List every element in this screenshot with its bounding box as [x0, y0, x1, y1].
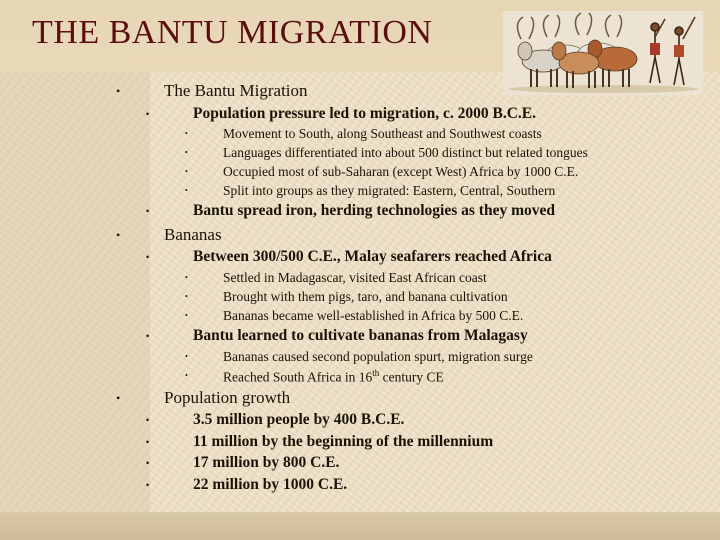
bullet: • — [146, 109, 150, 119]
bullet-text: Population pressure led to migration, c. 2000 B.C.E. — [193, 105, 537, 122]
bullet-text: Occupied most of sub-Saharan (except West) Africa by 1000 C.E. — [223, 164, 579, 179]
cattle-herders-illustration — [503, 11, 703, 95]
bullet-text: Bantu spread iron, herding technologies as they moved — [193, 202, 555, 219]
bullet: • — [185, 352, 188, 361]
bullet-text: Population growth — [164, 388, 291, 407]
bullet-text: The Bantu Migration — [164, 81, 308, 100]
footer-band — [0, 512, 720, 540]
bullet: • — [116, 84, 121, 98]
bullet: • — [146, 458, 150, 468]
bullet: • — [116, 391, 121, 405]
bullet: • — [116, 228, 121, 242]
bullet: • — [185, 273, 188, 282]
bullet-text: Bananas — [164, 225, 222, 244]
bullet: • — [185, 186, 188, 195]
bullet-text: Bananas became well-established in Africa by 500 C.E. — [223, 308, 524, 323]
cattle-herders-icon — [503, 11, 703, 95]
bullet: • — [185, 371, 188, 380]
bullet-text: Movement to South, along Southeast and Southwest coasts — [223, 126, 542, 141]
bullet-text: Between 300/500 C.E., Malay seafarers reached Africa — [193, 248, 552, 265]
bullet: • — [146, 437, 150, 447]
bullet-text: Bantu learned to cultivate bananas from Malagasy — [193, 327, 528, 344]
bullet-text: Languages differentiated into about 500 distinct but related tongues — [223, 145, 588, 160]
bullet: • — [146, 415, 150, 425]
bullet-text: Brought with them pigs, taro, and banana cultivation — [223, 289, 508, 304]
left-decor-band — [0, 72, 150, 540]
bullet: • — [185, 311, 188, 320]
bullet: • — [146, 480, 150, 490]
bullet-text — [223, 368, 444, 386]
bullet: • — [185, 292, 188, 301]
text-part: Reached South Africa in 16 — [223, 369, 373, 385]
bullet-text: Split into groups as they migrated: Eastern, Central, Southern — [223, 183, 556, 198]
bullet-text: 17 million by 800 C.E. — [193, 454, 340, 471]
bullet: • — [146, 331, 150, 341]
bullet: • — [185, 167, 188, 176]
bullet: • — [185, 129, 188, 138]
bullet-text: Bananas caused second population spurt, migration surge — [223, 349, 533, 364]
ordinal-suffix: th — [372, 368, 380, 378]
bullet-text: 11 million by the beginning of the millennium — [193, 433, 494, 450]
text-part: century CE — [379, 369, 444, 385]
bullet: • — [185, 148, 188, 157]
bullet-text: Settled in Madagascar, visited East African coast — [223, 270, 487, 285]
bullet: • — [146, 206, 150, 216]
bullet-text: 3.5 million people by 400 B.C.E. — [193, 411, 405, 428]
slide-title: THE BANTU MIGRATION — [32, 14, 433, 51]
bullet-text: 22 million by 1000 C.E. — [193, 476, 348, 493]
bullet: • — [146, 252, 150, 262]
